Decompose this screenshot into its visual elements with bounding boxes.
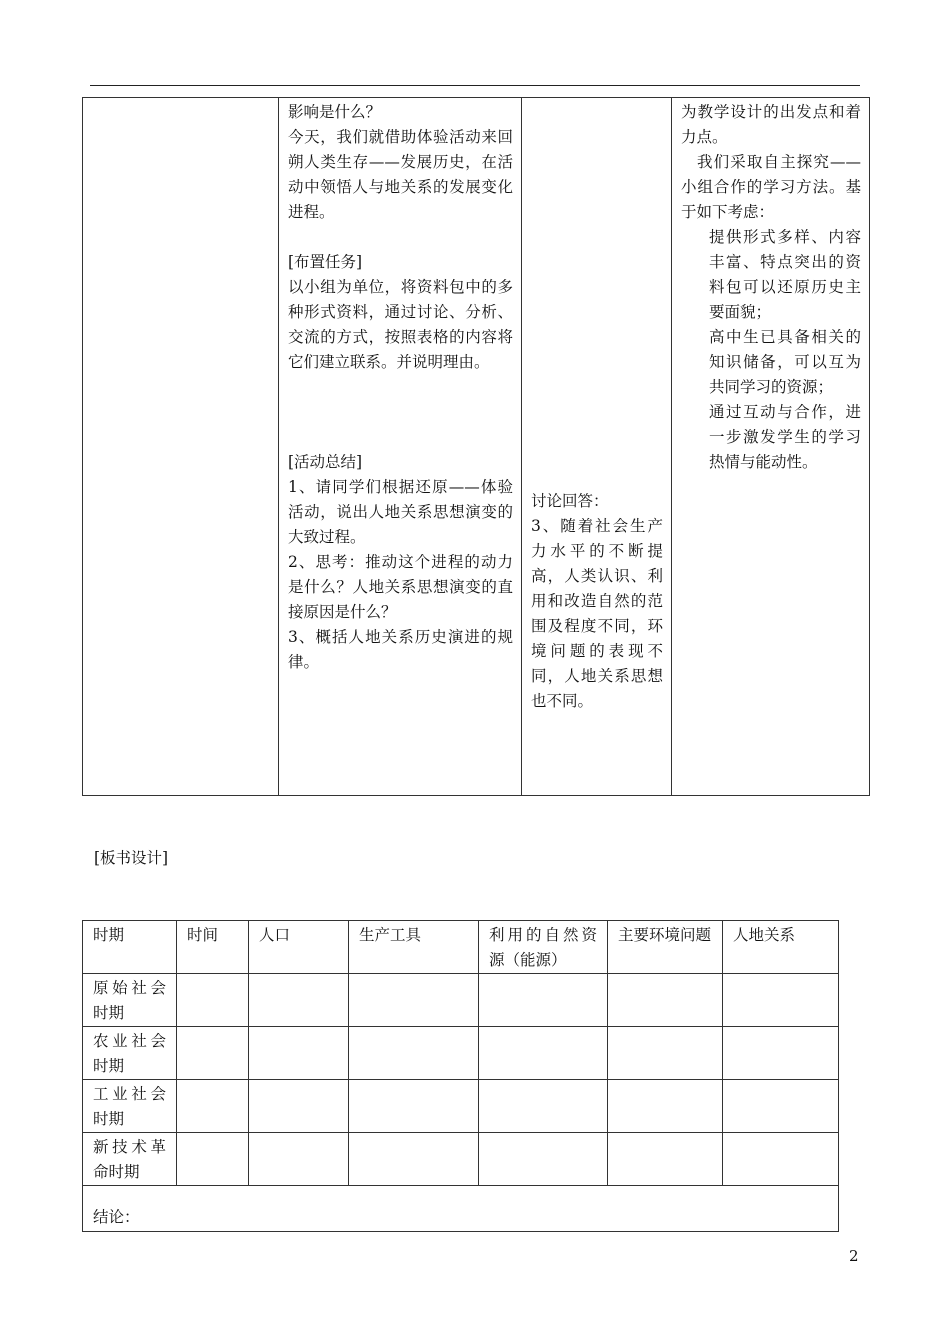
task-text: 以小组为单位，将资料包中的多种形式资料，通过讨论、分析、交流的方式，按照表格的内容将它们建立联系。并说明理由。	[288, 278, 513, 371]
header-env-problems: 主要环境问题	[608, 921, 723, 974]
intro-line-2: 今天，我们就借助体验活动来回朔人类生存——发展历史，在活动中领悟人与地关系的发展变化进程。	[288, 128, 513, 221]
header-tools: 生产工具	[349, 921, 479, 974]
reason-1: 提供形式多样、内容丰富、特点突出的资料包可以还原历史主要面貌；	[709, 228, 861, 321]
header-time: 时间	[177, 921, 249, 974]
teacher-activity-cell	[279, 98, 522, 796]
discussion-label: 讨论回答：	[531, 492, 609, 510]
period-primitive: 原始社会时期	[83, 974, 177, 1027]
intro-line-1: 影响是什么？	[288, 103, 382, 121]
discussion-answer: 3、随着社会生产力水平的不断提高，人类认识、利用和改造自然的范围及程度不同，环境问题的表现不同，人地关系思想也不同。	[531, 517, 663, 710]
table-row	[83, 974, 839, 1027]
header-resources: 利用的自然资源（能源）	[479, 921, 608, 974]
header-relationship: 人地关系	[723, 921, 839, 974]
header-rule	[90, 85, 860, 86]
period-industrial: 工业社会时期	[83, 1080, 177, 1133]
summary-item-2: 2、思考：推动这个进程的动力是什么？人地关系思想演变的直接原因是什么？	[288, 553, 513, 621]
intent-line-2: 我们采取自主探究——小组合作的学习方法。基于如下考虑：	[681, 153, 861, 221]
task-title: [布置任务]	[288, 253, 363, 271]
lesson-plan-table	[82, 97, 870, 796]
period-agricultural: 农业社会时期	[83, 1027, 177, 1080]
page-number: 2	[849, 1247, 859, 1265]
conclusion-row	[83, 1186, 839, 1232]
board-design-table	[82, 920, 839, 1232]
table-row	[83, 1133, 839, 1186]
table-row	[83, 1027, 839, 1080]
header-population: 人口	[249, 921, 349, 974]
intent-line-1: 为教学设计的出发点和着力点。	[681, 103, 861, 146]
reason-3: 通过互动与合作，进一步激发学生的学习热情与能动性。	[709, 403, 861, 471]
design-intent-cell	[672, 98, 870, 796]
summary-item-3: 3、概括人地关系历史演进的规律。	[288, 628, 513, 671]
header-row	[83, 921, 839, 974]
reason-2: 高中生已具备相关的知识储备，可以互为共同学习的资源；	[709, 328, 861, 396]
student-activity-cell	[522, 98, 672, 796]
table-row	[83, 1080, 839, 1133]
board-design-label: [板书设计]	[94, 849, 169, 867]
period-new-tech: 新技术革命时期	[83, 1133, 177, 1186]
header-period: 时期	[83, 921, 177, 974]
conclusion-cell: 结论：	[83, 1186, 839, 1232]
summary-item-1: 1、请同学们根据还原——体验活动，说出人地关系思想演变的大致过程。	[288, 478, 513, 546]
summary-title: [活动总结]	[288, 453, 363, 471]
empty-cell	[83, 98, 279, 796]
